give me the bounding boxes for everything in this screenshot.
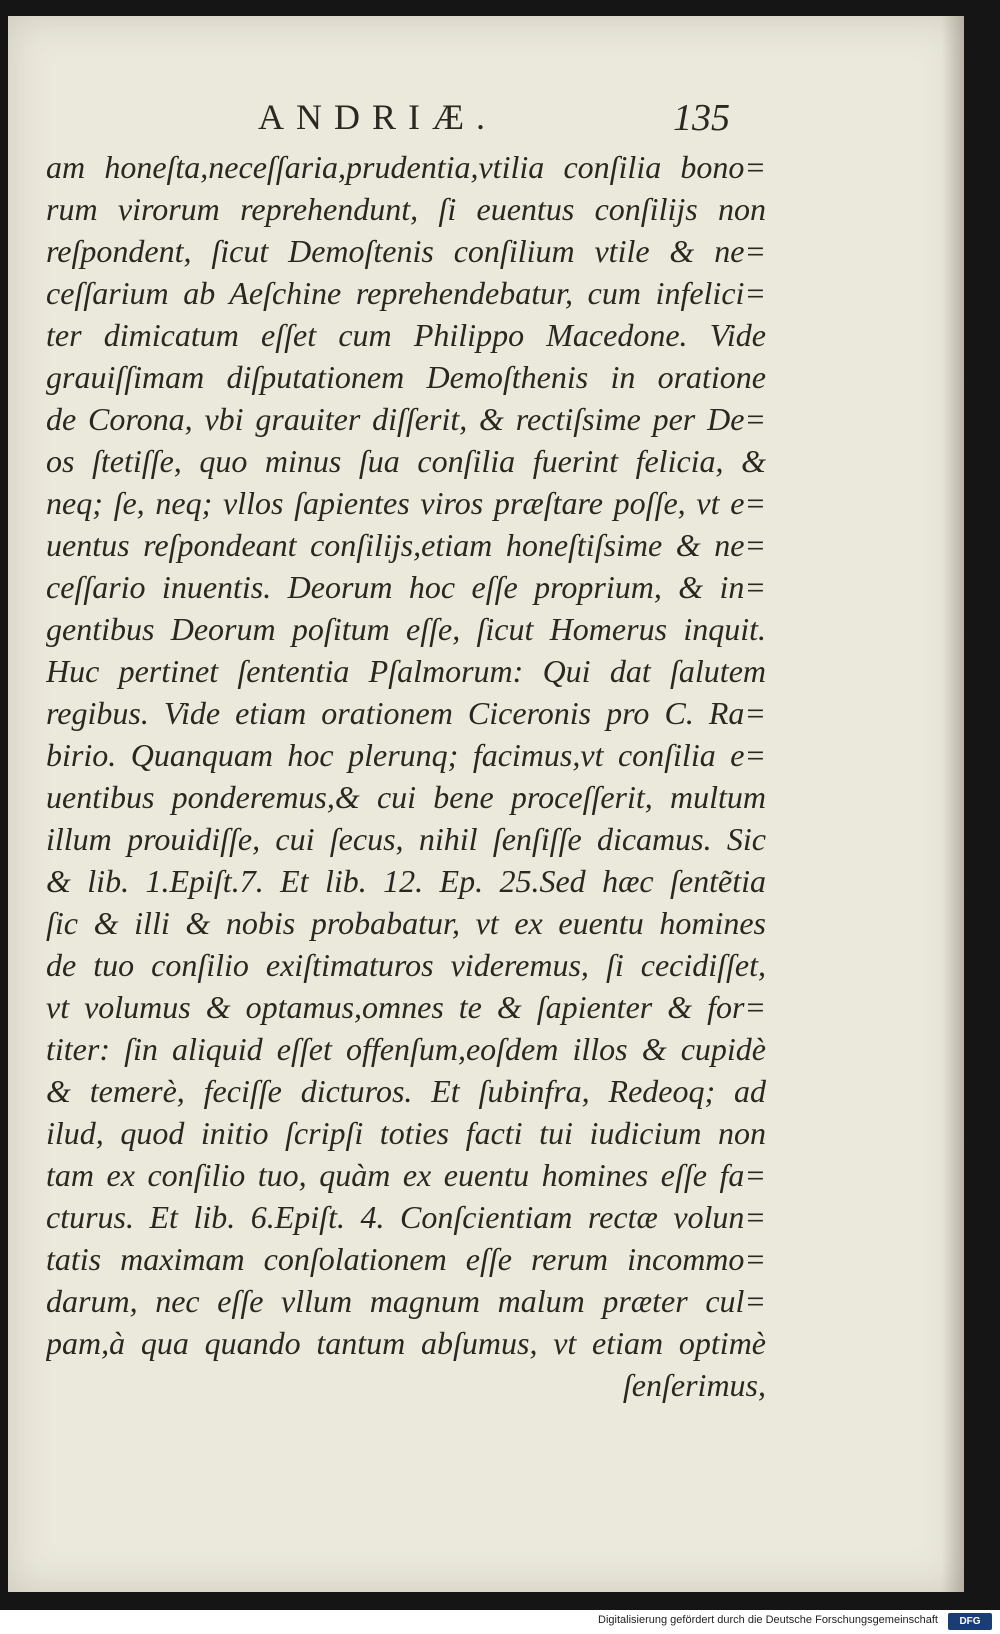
text-line: am honeſta,neceſſaria,prudentia,vtilia conſilia bono= xyxy=(46,149,766,185)
footer-bar xyxy=(0,1610,1000,1634)
text-line: pam,à qua quando tantum abſumus, vt etiam optimè xyxy=(46,1325,766,1361)
text-line: illum prouidiſſe, cui ſecus, nihil ſenſiſſe dicamus. Sic xyxy=(46,821,766,857)
text-line: Huc pertinet ſententia Pſalmorum: Qui dat ſalutem xyxy=(46,653,766,689)
text-line: os ſtetiſſe, quo minus ſua conſilia fuerint felicia, & xyxy=(46,443,766,479)
text-line: cturus. Et lib. 6.Epiſt. 4. Conſcientiam rectæ volun= xyxy=(46,1199,766,1235)
text-line: gentibus Deorum poſitum eſſe, ſicut Homerus inquit. xyxy=(46,611,766,647)
text-line: ter dimicatum eſſet cum Philippo Macedone. Vide xyxy=(46,317,766,353)
text-line: de Corona, vbi grauiter diſſerit, & rectiſsime per De= xyxy=(46,401,766,437)
text-line: reſpondent, ſicut Demoſtenis conſilium vtile & ne= xyxy=(46,233,766,269)
text-line: grauiſſimam diſputationem Demoſthenis in oratione xyxy=(46,359,766,395)
text-line: ſic & illi & nobis probabatur, vt ex euentu homines xyxy=(46,905,766,941)
book-page xyxy=(8,16,964,1592)
dfg-logo-text: DFG xyxy=(959,1616,981,1627)
catchword-line: ſenſerimus, xyxy=(622,1367,766,1403)
text-line: ilud, quod initio ſcripſi toties facti tui iudicium non xyxy=(46,1115,766,1151)
text-line: regibus. Vide etiam orationem Ciceronis pro C. Ra= xyxy=(46,695,766,731)
text-line: & temerè, feciſſe dicturos. Et ſubinfra, Redeoq; ad xyxy=(46,1073,766,1109)
text-line: titer: ſin aliquid eſſet offenſum,eoſdem illos & cupidè xyxy=(46,1031,766,1067)
text-line: birio. Quanquam hoc plerunq; facimus,vt conſilia e= xyxy=(46,737,766,773)
text-line: de tuo conſilio exiſtimaturos videremus, ſi cecidiſſet, xyxy=(46,947,766,983)
text-line: rum virorum reprehendunt, ſi euentus conſilijs non xyxy=(46,191,766,227)
body-text xyxy=(46,146,766,1406)
text-line: darum, nec eſſe vllum magnum malum præter cul= xyxy=(46,1283,766,1319)
text-line: tam ex conſilio tuo, quàm ex euentu homines eſſe fa= xyxy=(46,1157,766,1193)
funding-credit: Digitalisierung gefördert durch die Deutsche Forschungsgemeinschaft xyxy=(598,1614,938,1626)
text-line: uentibus ponderemus,& cui bene proceſſerit, multum xyxy=(46,779,766,815)
text-line: tatis maximam conſolationem eſſe rerum incommo= xyxy=(46,1241,766,1277)
page-number: 135 xyxy=(673,97,730,139)
text-line: uentus reſpondeant conſilijs,etiam honeſtiſsime & ne= xyxy=(46,527,766,563)
text-line: vt volumus & optamus,omnes te & ſapienter & for= xyxy=(46,989,766,1025)
text-line: ceſſario inuentis. Deorum hoc eſſe proprium, & in= xyxy=(46,569,766,605)
text-line: ceſſarium ab Aeſchine reprehendebatur, cum infelici= xyxy=(46,275,766,311)
text-line: & lib. 1.Epiſt.7. Et lib. 12. Ep. 25.Sed hæc ſentẽtia xyxy=(46,863,766,899)
text-line: neq; ſe, neq; vllos ſapientes viros præſtare poſſe, vt e= xyxy=(46,485,766,521)
dfg-logo-icon xyxy=(948,1613,992,1630)
running-head xyxy=(8,86,964,142)
running-title: ANDRIÆ. xyxy=(258,97,498,137)
